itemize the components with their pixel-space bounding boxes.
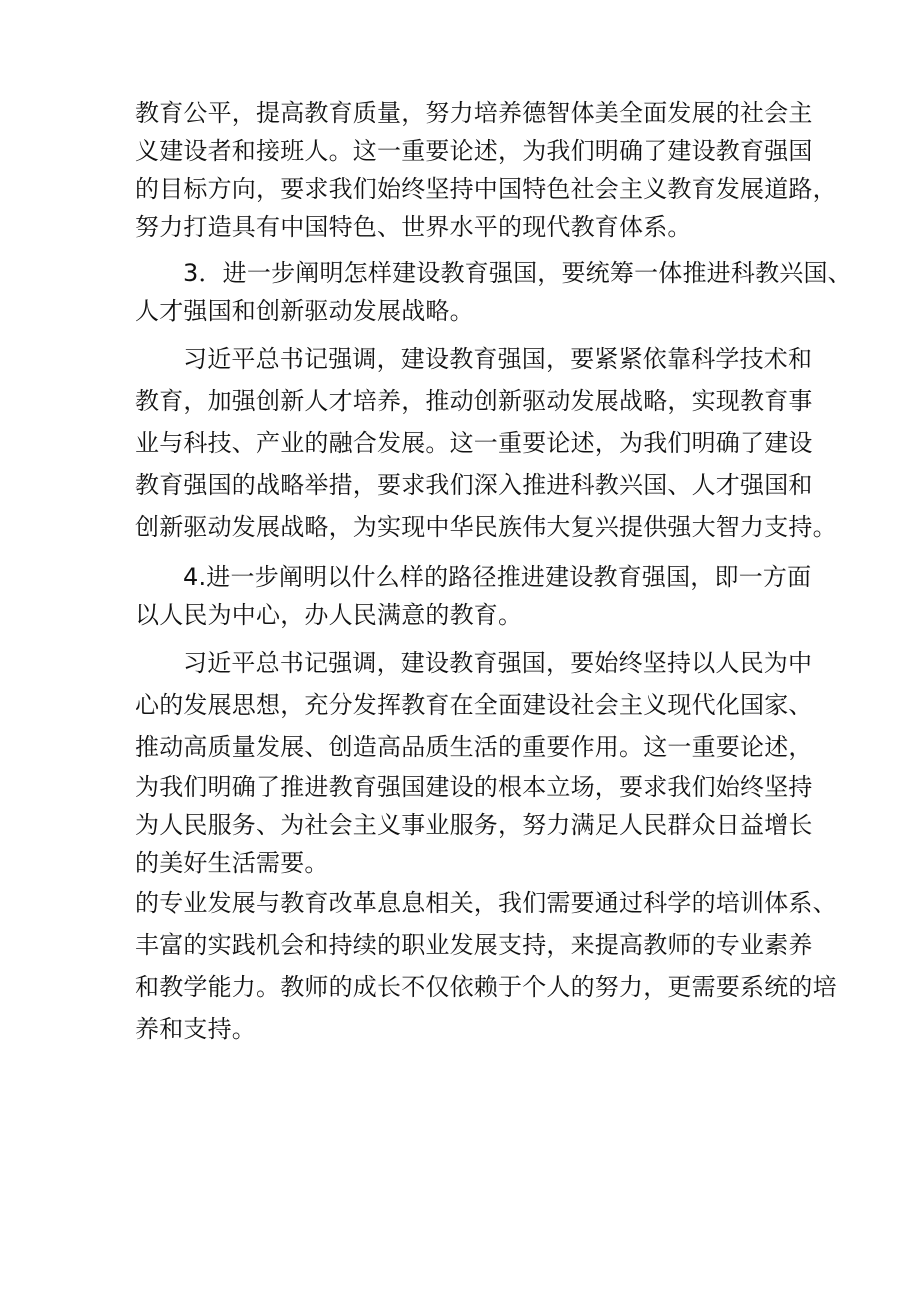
text-line: 业与科技、产业的融合发展。这一重要论述，为我们明确了建设 bbox=[135, 429, 813, 457]
text-line: 教育，加强创新人才培养，推动创新驱动发展战略，实现教育事 bbox=[135, 387, 813, 415]
text-line: 以人民为中心，办人民满意的教育。 bbox=[135, 601, 523, 629]
text-line: 心的发展思想，充分发挥教育在全面建设社会主义现代化国家、 bbox=[135, 691, 813, 719]
document-body bbox=[135, 94, 852, 1050]
text-line: 人才强国和创新驱动发展战略。 bbox=[135, 297, 474, 325]
section-heading-4: 4.进一步阐明以什么样的路径推进建设教育强国，即一方面 bbox=[183, 563, 812, 591]
text-line: 努力打造具有中国特色、世界水平的现代教育体系。 bbox=[135, 213, 692, 241]
text-line: 教育强国的战略举措，要求我们深入推进科教兴国、人才强国和 bbox=[135, 471, 813, 499]
paragraph-start: 习近平总书记强调，建设教育强国，要紧紧依靠科学技术和 bbox=[183, 345, 813, 373]
text-line: 养和支持。 bbox=[135, 1015, 256, 1043]
text-line: 义建设者和接班人。这一重要论述，为我们明确了建设教育强国 bbox=[135, 137, 813, 165]
text-line: 丰富的实践机会和持续的职业发展支持，来提高教师的专业素养 bbox=[135, 931, 813, 959]
text-line: 为我们明确了推进教育强国建设的根本立场，要求我们始终坚持 bbox=[135, 773, 813, 801]
paragraph-start: 习近平总书记强调，建设教育强国，要始终坚持以人民为中 bbox=[183, 649, 813, 677]
text-line: 的目标方向，要求我们始终坚持中国特色社会主义教育发展道路， bbox=[135, 175, 837, 203]
text-line: 推动高质量发展、创造高品质生活的重要作用。这一重要论述， bbox=[135, 733, 813, 761]
text-line: 创新驱动发展战略，为实现中华民族伟大复兴提供强大智力支持。 bbox=[135, 513, 837, 541]
text-line: 的美好生活需要。 bbox=[135, 849, 329, 877]
text-line: 为人民服务、为社会主义事业服务，努力满足人民群众日益增长 bbox=[135, 811, 813, 839]
paragraph-start: 的专业发展与教育改革息息相关，我们需要通过科学的培训体系、 bbox=[135, 889, 837, 917]
text-line: 教育公平，提高教育质量，努力培养德智体美全面发展的社会主 bbox=[135, 99, 813, 127]
text-line: 和教学能力。教师的成长不仅依赖于个人的努力，更需要系统的培 bbox=[135, 973, 837, 1001]
section-heading-3: 3．进一步阐明怎样建设教育强国，要统筹一体推进科教兴国、 bbox=[183, 259, 852, 287]
